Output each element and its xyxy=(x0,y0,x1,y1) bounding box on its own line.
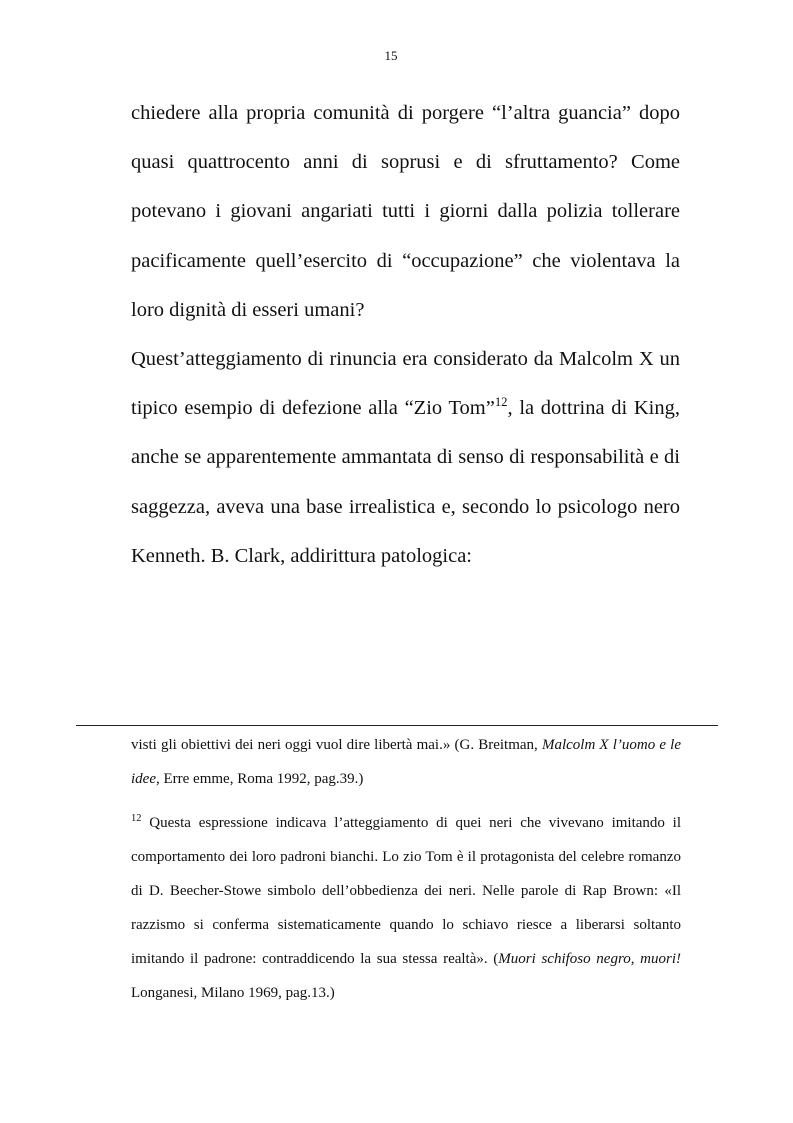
paragraph-2-text-continued: , la dottrina di King, anche se apparentemente ammantata di senso di responsabilità e di saggezza, aveva una base irrealistica e, secondo lo psicologo nero Kenneth. B. Clark, addirittura patologica: xyxy=(131,397,680,567)
footnote-separator xyxy=(76,725,718,726)
footnote-12-number: 12 xyxy=(131,813,142,824)
main-text xyxy=(131,89,680,581)
footnote-12-text-end: Longanesi, Milano 1969, pag.13.) xyxy=(131,985,335,1001)
paragraph-2-text: Quest’atteggiamento di rinuncia era considerato da Malcolm X un tipico esempio di defezione alla “Zio Tom” xyxy=(131,348,680,420)
page-number: 15 xyxy=(384,48,398,63)
footnote-ref-12[interactable]: 12 xyxy=(494,395,508,410)
paragraph-2 xyxy=(131,335,680,581)
footnote-continued-text-end: , Erre emme, Roma 1992, pag.39.) xyxy=(155,771,364,787)
footnote-12 xyxy=(131,806,681,1010)
footnotes xyxy=(131,728,681,1010)
footnote-continued xyxy=(131,728,681,796)
footnote-continued-title: Malcolm X l’uomo e le idee xyxy=(131,737,682,787)
footnote-12-title: Muori schifoso negro, muori! xyxy=(498,951,681,967)
footnote-continued-text: visti gli obiettivi dei neri oggi vuol dire libertà mai.» (G. Breitman, xyxy=(131,737,542,753)
paragraph-1: chiedere alla propria comunità di porgere “l’altra guancia” dopo quasi quattrocento anni di soprusi e di sfruttamento? Come potevano i giovani angariati tutti i giorni dalla polizia tollerare pacificamente quell’esercito di “occupazione” che violentava la loro dignità di esseri umani? xyxy=(131,102,680,321)
footnote-12-text: Questa espressione indicava l’atteggiamento di quei neri che vivevano imitando il comportamento dei loro padroni bianchi. Lo zio Tom è il protagonista del celebre romanzo di D. Beecher-Stowe simbolo dell’obbedienza dei neri. Nelle parole di Rap Brown: «Il razzismo si conferma sistematicamente quando lo schiavo riesce a liberarsi soltanto imitando il padrone: contraddicendo la sua stessa realtà». ( xyxy=(131,815,681,967)
